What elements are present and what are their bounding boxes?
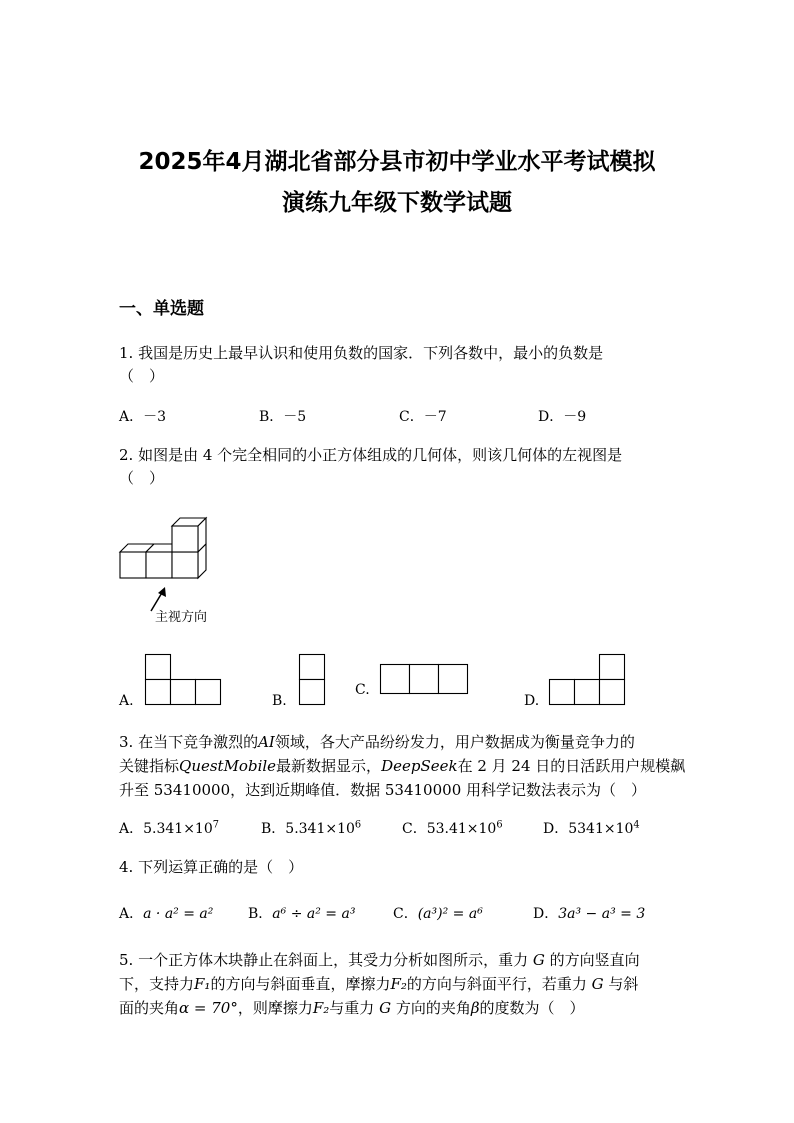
q3-option-d[interactable]: D．$5341\times 10^4$	[543, 819, 640, 837]
q3-option-c[interactable]: C．$53.41\times 10^6$	[402, 819, 503, 837]
q2-paren: （ ）	[119, 469, 165, 487]
q2-option-d-view[interactable]	[549, 654, 629, 709]
q2-solid-figure	[115, 510, 215, 585]
q4-option-a[interactable]: A．a · a² = a²	[119, 906, 214, 922]
q5-line3: 面的夹角α = 70°，则摩擦力F₂与重力 G 方向的夹角β的度数为（ ）	[119, 999, 585, 1017]
q3-line1: 3. 在当下竞争激烈的AI领域，各大产品纷纷发力，用户数据成为衡量竞争力的	[119, 733, 635, 751]
q2-figure-label: 主视方向	[155, 610, 208, 625]
q5-line2: 下，支持力F₁的方向与斜面垂直，摩擦力F₂的方向与斜面平行，若重力 G 与斜	[119, 975, 639, 993]
section-heading: 一、单选题	[119, 299, 204, 319]
q2-option-c-view[interactable]	[380, 664, 472, 696]
q4-option-b[interactable]: B．a⁶ ÷ a² = a³	[248, 906, 356, 922]
q2-text: 2. 如图是由 4 个完全相同的小正方体组成的几何体，则该几何体的左视图是	[119, 446, 623, 464]
q2-option-b-label[interactable]: B.	[272, 693, 287, 709]
q4-option-c[interactable]: C．(a³)² = a⁶	[393, 906, 483, 922]
q2-option-c-label[interactable]: C.	[355, 682, 370, 698]
q4-text: 4. 下列运算正确的是（ ）	[119, 858, 304, 876]
q2-option-a-label[interactable]: A.	[119, 693, 134, 709]
q1-text: 1. 我国是历史上最早认识和使用负数的国家．下列各数中，最小的负数是	[119, 344, 604, 362]
q1-option-c[interactable]: C．－7	[399, 409, 447, 425]
q1-paren: （ ）	[119, 367, 165, 385]
page-title-line1: 2025年4月湖北省部分县市初中学业水平考试模拟	[138, 149, 656, 175]
q1-option-d[interactable]: D．－9	[538, 409, 587, 425]
q1-option-b[interactable]: B．－5	[259, 409, 307, 425]
q4-option-d[interactable]: D．3a³ − a³ = 3	[533, 906, 646, 922]
q5-line1: 5. 一个正方体木块静止在斜面上，其受力分析如图所示，重力 G 的方向竖直向	[119, 951, 640, 969]
q2-option-a-view[interactable]	[145, 654, 225, 709]
q3-line3: 升至 53410000，达到近期峰值．数据 53410000 用科学记数法表示为（ ）	[119, 781, 647, 799]
q2-option-d-label[interactable]: D.	[524, 693, 540, 709]
page-title-line2: 演练九年级下数学试题	[282, 190, 512, 216]
q3-line2: 关键指标QuestMobile最新数据显示，DeepSeek在 2 月 24 日的日活跃用户规模飙	[119, 757, 686, 775]
q2-option-b-view[interactable]	[299, 654, 329, 709]
q3-option-b[interactable]: B．$5.341\times 10^6$	[261, 819, 362, 837]
q3-option-a[interactable]: A．$5.341\times 10^7$	[119, 819, 219, 837]
q1-option-a[interactable]: A．－3	[119, 409, 167, 425]
